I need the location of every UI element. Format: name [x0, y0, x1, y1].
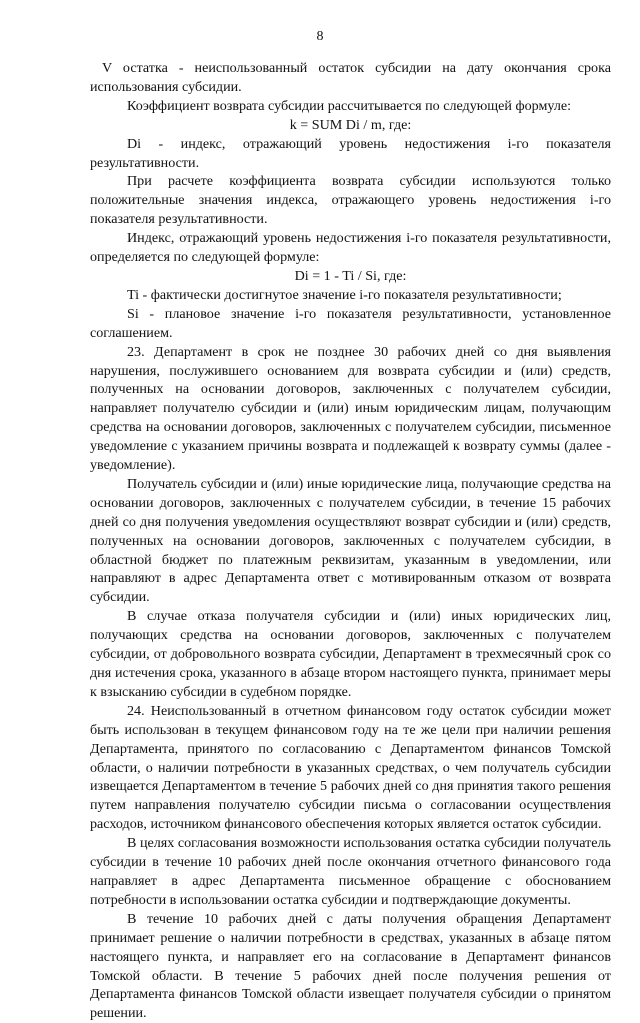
paragraph-remainder-definition: V остатка - неиспользованный остаток субсидии на дату окончания срока использования субсидии. — [90, 60, 611, 95]
paragraph-di-definition: Di - индекс, отражающий уровень недостижения i-го показателя результативности. — [90, 135, 611, 171]
formula-index: Di = 1 - Ti / Si, где: — [294, 267, 407, 284]
paragraph-item-24-decision: В течение 10 рабочих дней с даты получения обращения Департамент принимает решение о наличии потребности в средствах, указанных в абзаце пятом настоящего пункта, и направляет его на согласование в Департамент финансов Томской области. В течение 5 рабочих дней после получения решения от Департамента финансов Томской области извещает получателя субсидии о принятом решении. — [90, 910, 611, 1022]
paragraph-positive-values: При расчете коэффициента возврата субсидии используются только положительные значения индекса, отражающего уровень недостижения i-го показателя результативности. — [90, 173, 611, 228]
paragraph-item-24: 24. Неиспользованный в отчетном финансовом году остаток субсидии может быть использован в текущем финансовом году на те же цели при наличии решения Департамента, принятого по согласованию с Департаментом финансов Томской области, о наличии потребности в указанных средствах, о чем получатель субсидии извещается Департаментом в течение 5 рабочих дней со дня принятия такого решения путем направления получателю субсидии письма о согласовании осуществления расходов, источником финансового обеспечения которых является остаток субсидии. — [90, 702, 611, 833]
paragraph-item-23: 23. Департамент в срок не позднее 30 рабочих дней со дня выявления нарушения, послужившего основанием для возврата субсидии и (или) средств, полученных на основании договоров, заключенных с получателем субсидии, направляет получателю субсидии и (или) иным юридическим лицам, получающим средства на основании договоров, заключенных с получателем субсидии, письменное уведомление с указанием причины возврата и подлежащей к возврату суммы (далее - уведомление). — [90, 343, 611, 474]
paragraph-index-intro: Индекс, отражающий уровень недостижения i-го показателя результативности, определяется по следующей формуле: — [90, 230, 611, 266]
paragraph-coefficient-intro: Коэффициент возврата субсидии рассчитывается по следующей формуле: — [127, 97, 572, 114]
paragraph-item-23-refusal: В случае отказа получателя субсидии и (или) иных юридических лиц, получающих средства на основании договоров, заключенных с получателем субсидии, от добровольного возврата субсидии, Департамент в трехмесячный срок со дня истечения срока, указанного в абзаце втором настоящего пункта, принимает меры к взысканию субсидии в судебном порядке. — [90, 608, 611, 700]
paragraph-si-definition: Si - плановое значение i-го показателя результативности, установленное соглашением. — [90, 305, 611, 341]
paragraph-item-23-recipient: Получатель субсидии и (или) иные юридические лица, получающие средства на основании договоров, заключенных с получателем субсидии, в течение 15 рабочих дней со дня получения уведомления осуществляют возврат субсидии и (или) средств, полученных на основании договоров, заключенных с получателем субсидии, в областной бюджет по платежным реквизитам, указанным в уведомлении, или направляют в адрес Департамента ответ с мотивированным отказом от возврата субсидии. — [90, 475, 611, 606]
paragraph-item-24-request: В целях согласования возможности использования остатка субсидии получатель субсидии в течение 10 рабочих дней после окончания отчетного финансового года направляет в адрес Департамента письменное обращение с обоснованием потребности в использовании остатка субсидии и подтверждающие документы. — [90, 835, 611, 908]
body-text — [90, 59, 611, 1023]
paragraph-ti-definition: Ti - фактически достигнутое значение i-го показателя результативности; — [127, 286, 562, 303]
formula-coefficient: k = SUM Di / m, где: — [289, 116, 412, 133]
page-number: 8 — [316, 29, 324, 44]
